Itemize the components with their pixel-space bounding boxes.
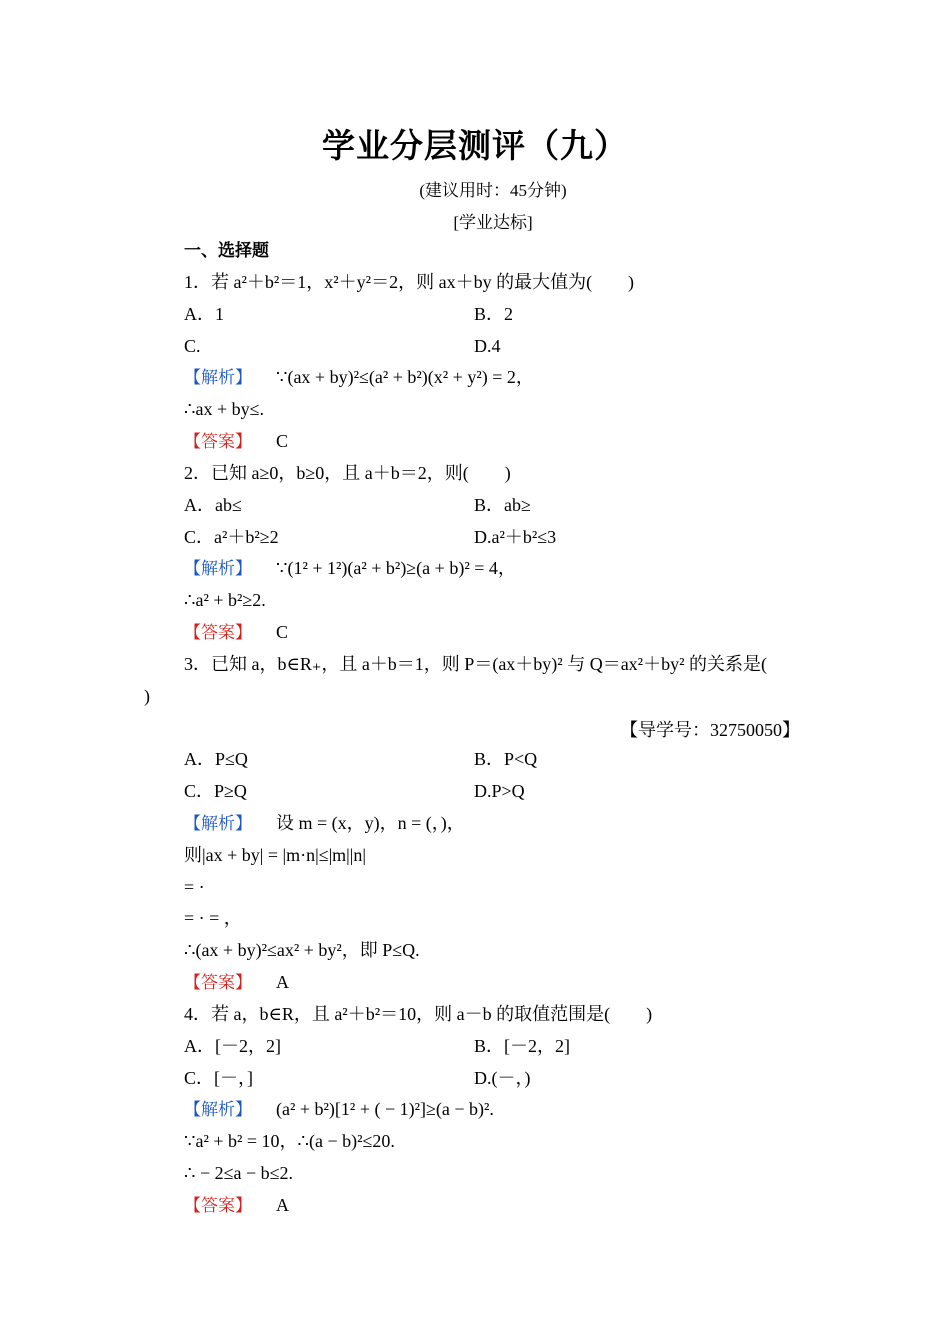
analysis-tag: 【解析】: [184, 1100, 252, 1120]
answer-tag: 【答案】: [184, 623, 252, 643]
answer-tag: 【答案】: [184, 432, 252, 452]
q3-analysis-line-3: = ·: [184, 877, 205, 897]
q4-option-c: C．[－，]: [184, 1068, 253, 1088]
q2-option-c: C．a²＋b²≥2: [184, 527, 279, 547]
q1-stem: 1．若 a²＋b²＝1，x²＋y²＝2，则 ax＋by 的最大值为( ): [184, 272, 635, 292]
q3-analysis-line-1: 设 m = (x，y)，n = (，)，: [276, 813, 465, 833]
q4-stem: 4．若 a，b∈R，且 a²＋b²＝10，则 a－b 的取值范围是( ): [184, 1004, 653, 1024]
q2-option-a: A．ab≤: [184, 495, 242, 515]
q4-analysis-line-1: (a² + b²)[1² + ( − 1)²]≥(a − b)².: [276, 1099, 494, 1119]
q3-answer-value: A: [276, 972, 289, 992]
answer-tag: 【答案】: [184, 973, 252, 993]
q3-option-d: D.P>Q: [474, 781, 525, 801]
q3-option-a: A．P≤Q: [184, 749, 248, 769]
analysis-tag: 【解析】: [184, 814, 252, 834]
guide-number: 【导学号：32750050】: [620, 720, 800, 740]
q4-option-b: B．[－2，2]: [474, 1036, 570, 1056]
q3-analysis-line-2: 则|ax + by| = |m·n|≤|m||n|: [184, 845, 366, 865]
analysis-tag: 【解析】: [184, 559, 252, 579]
q3-analysis-line-4: = · = ，: [184, 908, 242, 928]
q2-analysis-line-2: ∴a² + b²≥2.: [184, 590, 266, 610]
analysis-tag: 【解析】: [184, 368, 252, 388]
q1-answer: [184, 430, 288, 453]
q3-analysis: [184, 812, 465, 835]
q4-analysis: [184, 1098, 494, 1121]
q1-answer-value: C: [276, 431, 289, 451]
q3-answer: [184, 971, 289, 994]
q2-stem: 2．已知 a≥0，b≥0，且 a＋b＝2，则( ): [184, 463, 511, 483]
q2-answer: [184, 621, 288, 644]
q4-option-a: A．[－2，2]: [184, 1036, 281, 1056]
q4-answer: [184, 1194, 289, 1217]
page-title: 学业分层测评（九）: [322, 126, 628, 165]
q4-analysis-line-2: ∵a² + b² = 10，∴(a − b)²≤20.: [184, 1131, 395, 1151]
q1-option-d: D.4: [474, 336, 501, 356]
q3-stem: 3．已知 a，b∈R₊，且 a＋b＝1，则 P＝(ax＋by)² 与 Q＝ax²＋by² 的关系是(: [184, 654, 767, 674]
q1-option-c: C.: [184, 336, 201, 356]
time-note: (建议用时：45分钟): [419, 181, 567, 200]
q1-analysis-line-2: ∴ax + by≤.: [184, 399, 264, 419]
q1-option-a: A．1: [184, 304, 224, 324]
section-heading: 一、选择题: [184, 241, 269, 261]
q4-analysis-line-3: ∴ − 2≤a − b≤2.: [184, 1163, 294, 1183]
q3-option-c: C．P≥Q: [184, 781, 247, 801]
q4-option-d: D.(－，): [474, 1068, 531, 1088]
answer-tag: 【答案】: [184, 1196, 252, 1216]
q2-analysis: [184, 557, 516, 580]
q1-analysis: [184, 366, 534, 389]
q3-analysis-line-5: ∴(ax + by)²≤ax² + by²，即 P≤Q.: [184, 940, 420, 960]
q3-stem-continued: ): [144, 686, 150, 706]
q1-option-b: B．2: [474, 304, 514, 324]
q2-option-d: D.a²＋b²≤3: [474, 527, 557, 547]
q2-option-b: B．ab≥: [474, 495, 531, 515]
q4-answer-value: A: [276, 1195, 289, 1215]
q2-analysis-line-1: ∵(1² + 1²)(a² + b²)≥(a + b)² = 4，: [276, 558, 516, 578]
subheading: [学业达标]: [453, 213, 533, 232]
q1-analysis-line-1: ∵(ax + by)²≤(a² + b²)(x² + y²) = 2，: [276, 367, 534, 387]
q3-option-b: B．P<Q: [474, 749, 538, 769]
q2-answer-value: C: [276, 622, 289, 642]
